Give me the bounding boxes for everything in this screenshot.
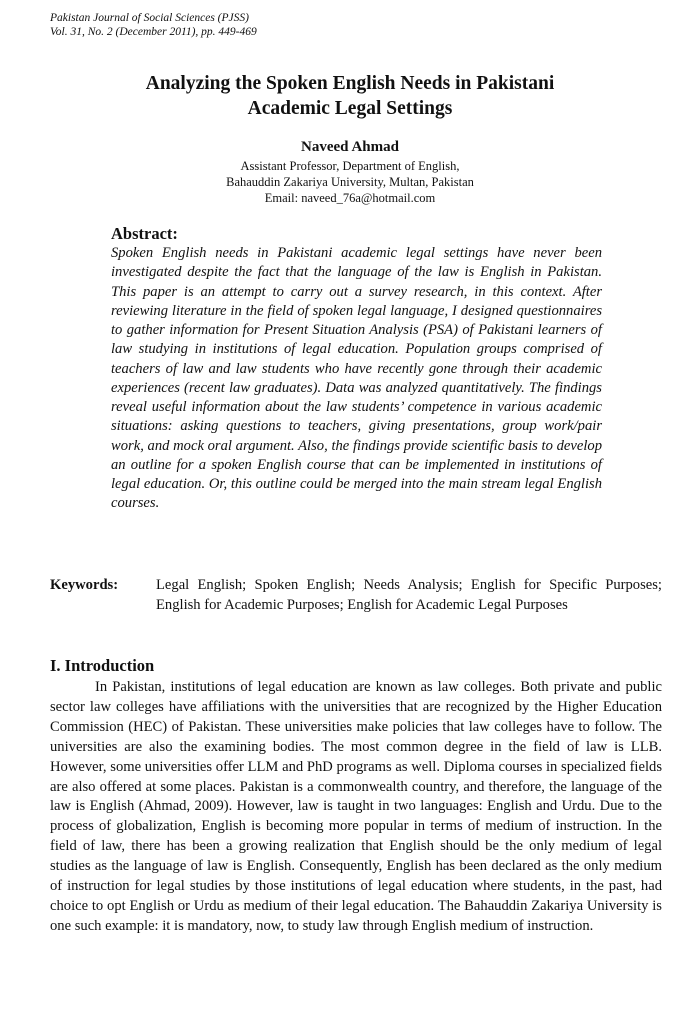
journal-name: Pakistan Journal of Social Sciences (PJSS) [50, 12, 249, 24]
abstract-heading: Abstract: [111, 224, 178, 243]
title-line-1: Analyzing the Spoken English Needs in Pakistani [145, 73, 555, 94]
running-header [50, 11, 257, 39]
author-affiliation: Bahauddin Zakariya University, Multan, Pakistan [226, 175, 474, 189]
introduction-heading: I. Introduction [50, 656, 155, 675]
title-line-2: Academic Legal Settings [247, 98, 453, 119]
author-block [0, 138, 700, 206]
keywords-label: Keywords: [50, 577, 119, 593]
introduction-text: In Pakistan, institutions of legal education are known as law colleges. Both private and public sector law colleges have affiliations with the universities that are recognized by the Higher Education Commission (HEC) of Pakistan. These universities make policies that law colleges have to follow. The universities are also the examining bodies. The most common degree in the field of law is LLB. However, some universities offer LLM and PhD programs as well. Diploma courses in specialized fields are also offered at some places. Pakistan is a commonwealth country, and therefore, the language of the law is English (Ahmad, 2009). However, law is taught in two languages: English and Urdu. Due to the process of globalization, English is becoming more popular in terms of medium of instruction. In the field of law, there has been a growing realization that English should be the only medium of legal studies as the language of law is English. Consequently, English has been declared as the only medium of instruction for legal studies by those institutions of legal education where students, in the past, had choice to opt English or Urdu as medium of their legal education. The Bahauddin Zakariya University is one such example: it is mandatory, now, to study law through English medium of instruction. [50, 679, 662, 934]
author-position: Assistant Professor, Department of English, [240, 159, 460, 173]
author-email: Email: naveed_76a@hotmail.com [264, 191, 436, 205]
keywords-text: Legal English; Spoken English; Needs Analysis; English for Specific Purposes; English for Academic Purposes; English for Academic Legal Purposes [156, 577, 662, 613]
paper-title [0, 71, 700, 121]
journal-volume: Vol. 31, No. 2 (December 2011), pp. 449-469 [50, 26, 257, 38]
abstract-text: Spoken English needs in Pakistani academic legal settings have never been investigated despite the fact that the language of the law is English in Pakistan. This paper is an attempt to carry out a survey research, in this context. After reviewing literature in the field of spoken legal language, I designed questionnaires to gather information for Present Situation Analysis (PSA) of Pakistani learners of law studying in institutions of legal education. Population groups comprised of teachers of law and law students who have recently gone through their academic experiences (recent law graduates). Data was analyzed quantitatively. The findings reveal useful information about the law students’ competence in various academic situations: asking questions to teachers, giving presentations, group work/pair work, and mock oral argument. Also, the findings provide scientific basis to develop an outline for a spoken English course that can be implemented in institutions of legal education. Or, this outline could be merged into the main stream legal English courses. [111, 245, 602, 512]
abstract-section [111, 224, 602, 514]
author-name: Naveed Ahmad [301, 139, 399, 155]
